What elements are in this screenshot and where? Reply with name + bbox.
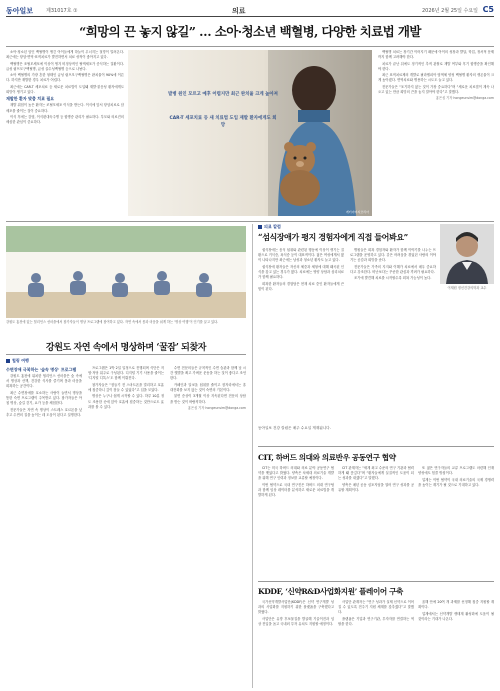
article1-column-1 [6,50,124,220]
profile-caption: 이재원 정신건강의학과 교수 [447,286,487,290]
article1-subheading: 재발한 환자 맞춤 치료 필요 [6,96,55,102]
paragraph: 섭식장애는 음식 섭취와 관련된 행동에 이상이 생기는 질환으로 거식증, 폭식증 등이 대표적이다. 젊은 여성에게서 많이 나타나지만 최근에는 남성과 청소년 환자도 늘고 있다. [258,248,344,263]
page-number: C5 [482,5,494,14]
paragraph: CIT 관계자는 “세계 최고 수준의 연구 기관과 협력하게 돼 뜻깊다”며 “환자들에게 실질적인 도움이 되는 성과를 내겠다”고 말했다. [338,466,414,481]
article2-column-1 [6,366,82,686]
article3-headline: “섬식장애가 평지 경험자에게 직접 들어봐요” [258,232,408,242]
paragraph: 카페인과 알코올 섭취를 줄이고 잠자리에서는 휴대전화를 보지 않는 것이 숙면의 기본이다. [170,382,246,392]
divider [258,446,494,447]
paragraph: 플랫폼은 기업과 연구기관, 투자자를 연결하는 역할을 한다. [338,616,414,626]
article4-column-1 [258,466,334,578]
photo-credit: 게티이미지코리아 [345,210,369,214]
article2-subheading: 수면장애 극복하는 ‘숲속 명상’ 프로그램 [6,367,77,372]
person-portrait-illustration [440,224,494,284]
paragraph: 업계는 이번 협약이 국내 의료기술의 국제 경쟁력을 높이는 계기가 될 것으로 기대하고 있다. [418,477,494,487]
paragraph: 소아·청소년 암인 백혈병이 생긴 아이들에게 하늘이 무너지는 절망이 밀려온다. 최근에는 항암·면역·표적치료가 발전하면서 치료 성적이 좋아지고 있다. [6,50,124,60]
divider [6,354,246,355]
article1-headline: “희망의 끈 놓지 않길” … 소아·청소년 백혈병, 다양한 치료법 개발 [79,24,421,39]
paragraph: 전문가들은 가족의 지지와 이해가 치료에서 매우 중요하다고 강조한다. 비난보다는 꾸준한 관심과 격려가 필요하다. [350,264,436,274]
article5-headline: KDDF, ‘신약R&D사업화지원’ 플레이어 구축 [258,587,403,596]
article4-headline: CIT, 하버드 의대와 의료반우 공동연구 협약 [258,453,396,462]
pull-quote-1: 발병 원인 모르고 예후 어렵지만 최근 완치율 크게 높아져 [168,92,278,97]
promo-note: 동아일보 건강 칼럼은 매주 수요일 게재됩니다. [258,426,331,430]
paragraph: 국가신약개발사업단(KDDF)은 신약 연구개발 성과의 사업화를 지원하기 위한 플랫폼을 구축했다고 밝혔다. [258,600,334,615]
paragraph: 불면 증상이 3개월 이상 지속된다면 전문의 상담을 받는 것이 바람직하다. [170,394,246,404]
article5-column-2 [338,600,414,688]
paragraph: 최근 표적치료제의 개발로 필라델피아 염색체 양성 백혈병 환자의 생존율이 크게 높아졌다. 면역치료와 병용하는 시도도 늘고 있다. [378,73,494,83]
article3-column-2 [350,248,436,420]
child-with-teddy-bear-illustration [128,50,372,216]
paragraph: 업계에서는 신약개발 생태계 활성화에 도움이 될 것이라는 기대가 나온다. [418,611,494,621]
paragraph: 강원도 홍천에 위치한 힐리언스 선마을은 숲 속에서 명상과 산책, 건강한 식사를 즐기며 몸과 마음을 회복하는 공간이다. [6,374,82,389]
article4-column-2 [338,466,414,578]
paragraph: 재발 위험이 높은 환자는 조혈모세포 이식을 받는다. 이식에 앞서 항암치료로 암세포를 줄이는 것이 중요하다. [6,103,124,113]
paragraph: 소아 백혈병의 가장 흔한 형태인 급성 림프모구백혈병은 완치율이 90%에 이른다. 하지만 재발한 경우 치료가 어렵다. [6,73,124,83]
article3-column-1 [258,248,344,420]
section-title: 의료 [232,6,246,15]
article2-kicker: 힐링 여행 [6,358,29,364]
paragraph: 섭식장애 환자들은 자신의 체중과 체형에 대해 왜곡된 인식을 갖고 있는 경우가 많다. 치료에는 영양 상담과 심리치료가 함께 필요하다. [258,264,344,280]
paragraph: 전문가들은 자연 속 명상이 스트레스 호르몬을 낮추고 수면의 질을 높이는 데 도움이 된다고 설명한다. [6,407,82,417]
paragraph: 회복한 환자들의 경험담은 현재 치료 중인 환자들에게 큰 힘이 된다. [258,281,344,291]
article2-photo-caption: 강원도 홍천에 있는 힐리언스 선마을에서 참가자들이 명상 프로그램에 참여하고 있다. 자연 속에서 몸과 마음을 쉬게 하는 ‘명상 여행’이 인기를 끌고 있다. [6,320,219,324]
paragraph: 또 젊은 연구자들의 교류 프로그램도 마련해 인재 양성에도 힘쓸 방침이다. [418,466,494,476]
paragraph: 최근에는 CAR-T 세포치료 등 새로운 치료법이 도입돼 재발·불응성 환자에게도 희망이 생기고 있다. [6,84,124,94]
paragraph: 최근 수면장애를 호소하는 사람이 늘면서 명상을 통한 숙면 프로그램이 주목받고 있다. 참가자들은 아침 명상, 숲길 걷기, 요가 등을 체험한다. [6,390,82,406]
paragraph: 사업단은 유망 후보물질을 발굴해 기술이전과 임상 진입을 돕고 국내외 투자 유치도 지원할 예정이다. [258,616,334,626]
paragraph: 백혈병 치료는 장기간 이어지기 때문에 아이의 성장과 발달, 학업, 정서적 문제까지 함께 고려해야 한다. [378,50,494,60]
divider [258,581,494,582]
article2-photo [6,226,246,318]
article1-photo [128,50,372,216]
paragraph: 수면 전문의들은 규칙적인 수면 습관과 함께 낮 시간 햇볕을 쬐고 가벼운 운동을 하는 것이 좋다고 조언한다. [170,366,246,381]
paragraph: 참가자들은 “잠들기 전 스마트폰을 멀리하고 호흡에 집중하니 깊이 잠들 수 있었다”고 입을 모았다. [88,382,164,392]
article4-column-3 [418,466,494,578]
divider [6,46,494,47]
page-header [6,5,494,17]
divider [6,221,494,222]
author-photo [440,224,494,284]
paragraph: 조기에 발견해 치료를 시작할수록 회복 가능성이 높다. [354,276,432,281]
article1-column-4 [378,50,494,216]
paragraph: 전문가들은 “포기하지 않는 것이 가장 중요하다”며 “새로운 치료법이 계속 나오고 있는 만큼 희망의 끈을 놓지 말아야 한다”고 말했다. [378,84,494,94]
paragraph: 이번 협약으로 국내 연구진은 하버드 의대 연구팀과 함께 임상 데이터를 분석하고 새로운 치료법을 개발하게 된다. [258,482,334,498]
article3-kicker: 의료 칼럼 [258,224,281,230]
article5-column-3 [418,600,494,688]
paragraph: CIT는 미국 하버드 의대와 의료 분야 공동연구 협약을 맺었다고 밝혔다. 양측은 차세대 의료기술 개발을 위해 연구 인력과 정보를 교류할 예정이다. [258,466,334,481]
paragraph: 치료가 끝난 뒤에도 정기적인 추적 관찰로 재발 여부와 후기 합병증을 확인해야 한다. [378,61,494,71]
paragraph: 양측은 매년 공동 심포지엄을 열어 연구 성과를 공유할 계획이다. [338,482,414,492]
article2-column-3 [170,366,246,686]
newspaper-logo: 동아일보 [6,7,34,15]
paragraph: 명상은 누구나 쉽게 시작할 수 있다. 하루 10분 정도 조용한 곳에 앉아 호흡에 집중하는 것만으로도 효과를 볼 수 있다. [88,394,164,409]
paragraph: 사업단 관계자는 “연구 성과가 실제 신약으로 이어질 수 있도록 전주기 지원 체계를 갖추겠다”고 말했다. [338,600,414,615]
pull-quote-2: CAR-T 세포치료 등 새 치료법 도입 재발 환자에게도 희망 [169,116,277,128]
publish-date: 2026년 2월 25일 수요일 [421,8,478,14]
paragraph: 병원들은 회복 경험자와 환자가 함께 이야기를 나누는 프로그램을 운영하고 있다. 같은 어려움을 겪었던 사람의 이야기는 공감과 희망을 준다. [350,248,436,263]
issue-number: 제31017호 ① [46,8,78,14]
meditation-class-illustration [6,226,246,318]
byline: 홍은심 기자 hongeunsim@donga.com [187,405,246,410]
paragraph: 백혈병은 조혈모세포에 이상이 생겨 비정상적인 혈액세포가 증식하는 질환이다. 급성 림프모구백혈병, 급성 골수성백혈병 등으로 나뉜다. [6,61,124,71]
article5-column-1 [258,600,334,688]
article2-column-2 [88,366,164,686]
article2-headline: 강원도 자연 속에서 명상하며 ‘꿀잠’ 되찾자 [45,343,207,353]
column-separator [252,224,253,688]
byline: 홍은심 기자 hongeunsim@donga.com [435,96,494,101]
paragraph: 올해 안에 20여 개 과제를 선정해 집중 지원할 계획이다. [418,600,494,610]
paragraph: 프로그램은 1박 2일 일정으로 진행되며 식단은 저염·저당 위주로 구성된다. 디지털 기기 사용을 줄이는 ‘디지털 디톡스’도 함께 이뤄진다. [88,366,164,381]
paragraph: 이식 후에는 감염, 이식편대숙주병 등 합병증 관리가 필요하다. 부모와 의료진의 세심한 관심이 중요하다. [6,114,124,125]
